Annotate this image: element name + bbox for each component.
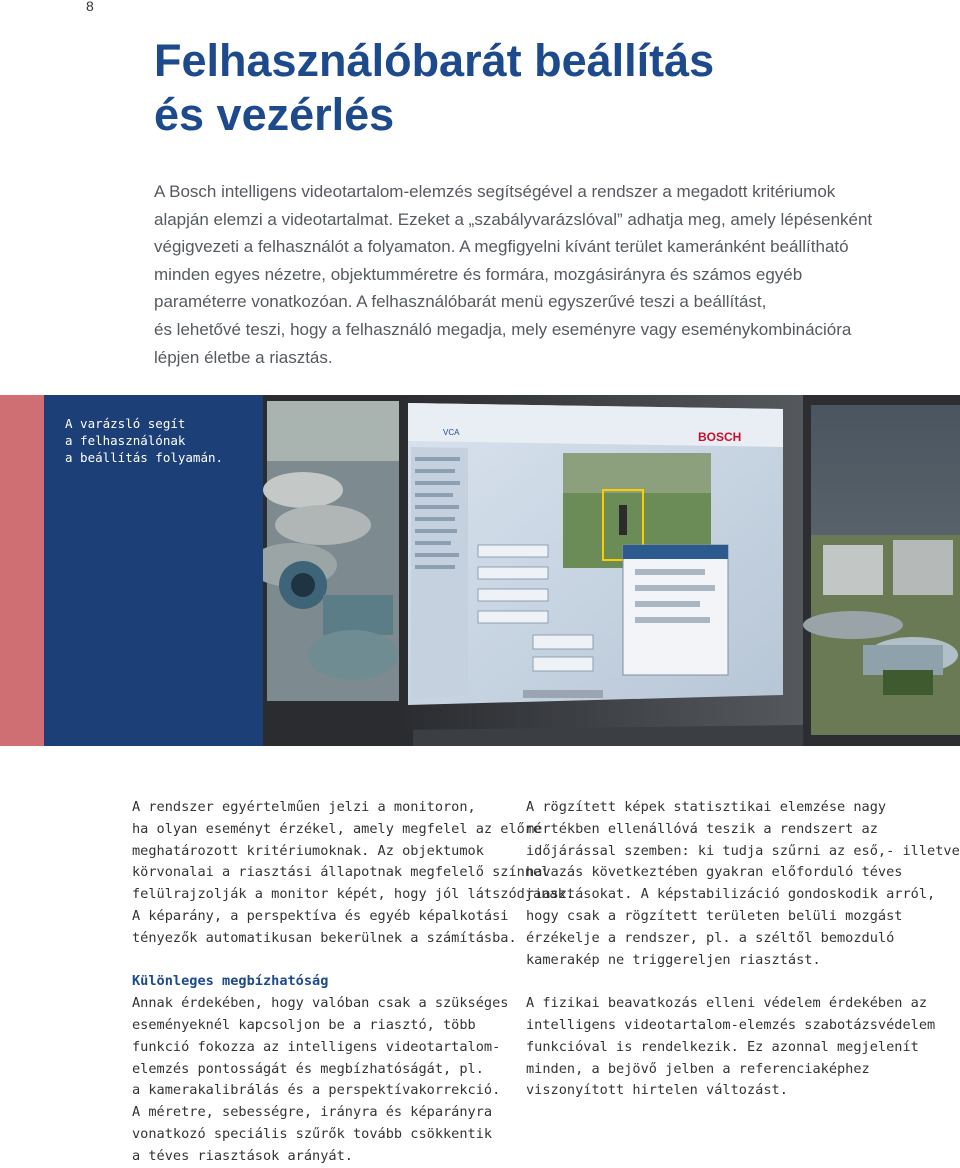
title-line-1: Felhasználóbarát beállítás xyxy=(154,35,715,86)
figure-caption xyxy=(65,415,223,466)
text-line: körvonalai a riasztási állapotnak megfelelő színnel xyxy=(132,864,550,881)
monitor-photo xyxy=(263,395,960,746)
left-paragraph-1 xyxy=(132,797,574,950)
bosch-logo: BOSCH xyxy=(698,430,742,444)
intro-line: lépjen életbe a riasztás. xyxy=(154,347,333,367)
caption-line: a felhasználónak xyxy=(65,433,186,448)
text-line: eseményeknél kapcsoljon be a riasztó, több xyxy=(132,1016,476,1033)
intro-paragraph xyxy=(154,178,914,371)
text-line: meghatározott kritériumoknak. Az objektumok xyxy=(132,842,484,859)
intro-line: paraméterre vonatkozóan. A felhasználóbarát menü egyszerűvé teszi a beállítást, xyxy=(154,292,767,312)
page-title xyxy=(154,34,714,142)
page-number: 8 xyxy=(86,0,94,14)
text-line: A méretre, sebességre, irányra és képarányra xyxy=(132,1104,493,1121)
text-line: mértékben ellenállóvá teszik a rendszert az xyxy=(526,820,878,837)
text-line: viszonyított hirtelen változást. xyxy=(526,1082,788,1099)
intro-line: és lehetővé teszi, hogy a felhasználó megadja, mely eseményre vagy eseménykombinációra xyxy=(154,319,852,339)
text-line: A rögzített képek statisztikai elemzése nagy xyxy=(526,799,887,815)
text-line: a téves riasztások arányát. xyxy=(132,1147,353,1164)
right-column xyxy=(526,797,960,1102)
text-line: havazás következtében gyakran előforduló téves xyxy=(526,864,903,881)
text-line: Annak érdekében, hogy valóban csak a szükséges xyxy=(132,995,509,1012)
text-line: ha olyan eseményt érzékel, amely megfelel az előre xyxy=(132,820,542,837)
intro-line: végigvezeti a felhasználót a folyamaton. A megfigyelni kívánt terület kameránként beállítható xyxy=(154,237,849,257)
caption-line: a beállítás folyamán. xyxy=(65,450,224,465)
right-monitor xyxy=(803,395,960,746)
text-line: a kamerakalibrálás és a perspektívakorrekció. xyxy=(132,1082,501,1099)
text-line: hogy csak a rögzített területen belüli mozgást xyxy=(526,907,903,924)
figure-band xyxy=(0,395,960,746)
screen-app-title: VCA xyxy=(443,428,460,437)
text-line: A fizikai beavatkozás elleni védelem érdekében az xyxy=(526,995,928,1012)
intro-line: minden egyes nézetre, objektumméretre és formára, mozgásirányra és számos egyéb xyxy=(154,264,803,284)
text-line: funkcióval is rendelkezik. Ez azonnal megjelenít xyxy=(526,1038,919,1055)
left-paragraph-2 xyxy=(132,971,512,1167)
text-line: funkció fokozza az intelligens videotartalom- xyxy=(132,1038,501,1055)
text-line: tényezők automatikusan bekerülnek a számításba. xyxy=(132,929,517,946)
text-line: vonatkozó speciális szűrők tovább csökkentik xyxy=(132,1125,493,1142)
caption-line: A varázsló segít xyxy=(65,416,186,431)
center-monitor xyxy=(399,395,803,730)
intro-line: A Bosch intelligens videotartalom-elemzés segítségével a rendszer a megadott kritériumok xyxy=(154,182,836,201)
text-line: riasztásokat. A képstabilizáció gondoskodik arról, xyxy=(526,886,936,903)
text-line: kamerakép ne triggereljen riasztást. xyxy=(526,951,821,968)
right-paragraph-2 xyxy=(526,993,936,1102)
text-line: időjárással szemben: ki tudja szűrni az eső,- illetve xyxy=(526,842,960,859)
intro-line: alapján elemzi a videotartalmat. Ezeket a „szabályvarázslóval” adhatja meg, amely lépésenként xyxy=(154,209,873,229)
text-line: A képarány, a perspektíva és egyéb képalkotási xyxy=(132,907,509,924)
section-subheading: Különleges megbízhatóság xyxy=(132,973,329,990)
accent-strip xyxy=(0,395,44,746)
title-line-2: és vezérlés xyxy=(154,89,395,140)
text-line: A rendszer egyértelműen jelzi a monitoron, xyxy=(132,799,476,815)
left-column xyxy=(132,797,574,1168)
text-line: minden, a bejövő jelben a referenciaképhez xyxy=(526,1060,870,1077)
text-line: érzékelje a rendszer, pl. a széltől bemozduló xyxy=(526,929,895,946)
text-line: intelligens videotartalom-elemzés szabotázsvédelem xyxy=(526,1016,936,1033)
right-paragraph-1 xyxy=(526,797,960,971)
caption-box xyxy=(44,395,263,746)
left-monitor xyxy=(263,395,413,746)
text-line: elemzés pontosságát és megbízhatóságát, pl. xyxy=(132,1060,484,1077)
text-line: felülrajzolják a monitor képét, hogy jól látszódjanak. xyxy=(132,886,574,903)
